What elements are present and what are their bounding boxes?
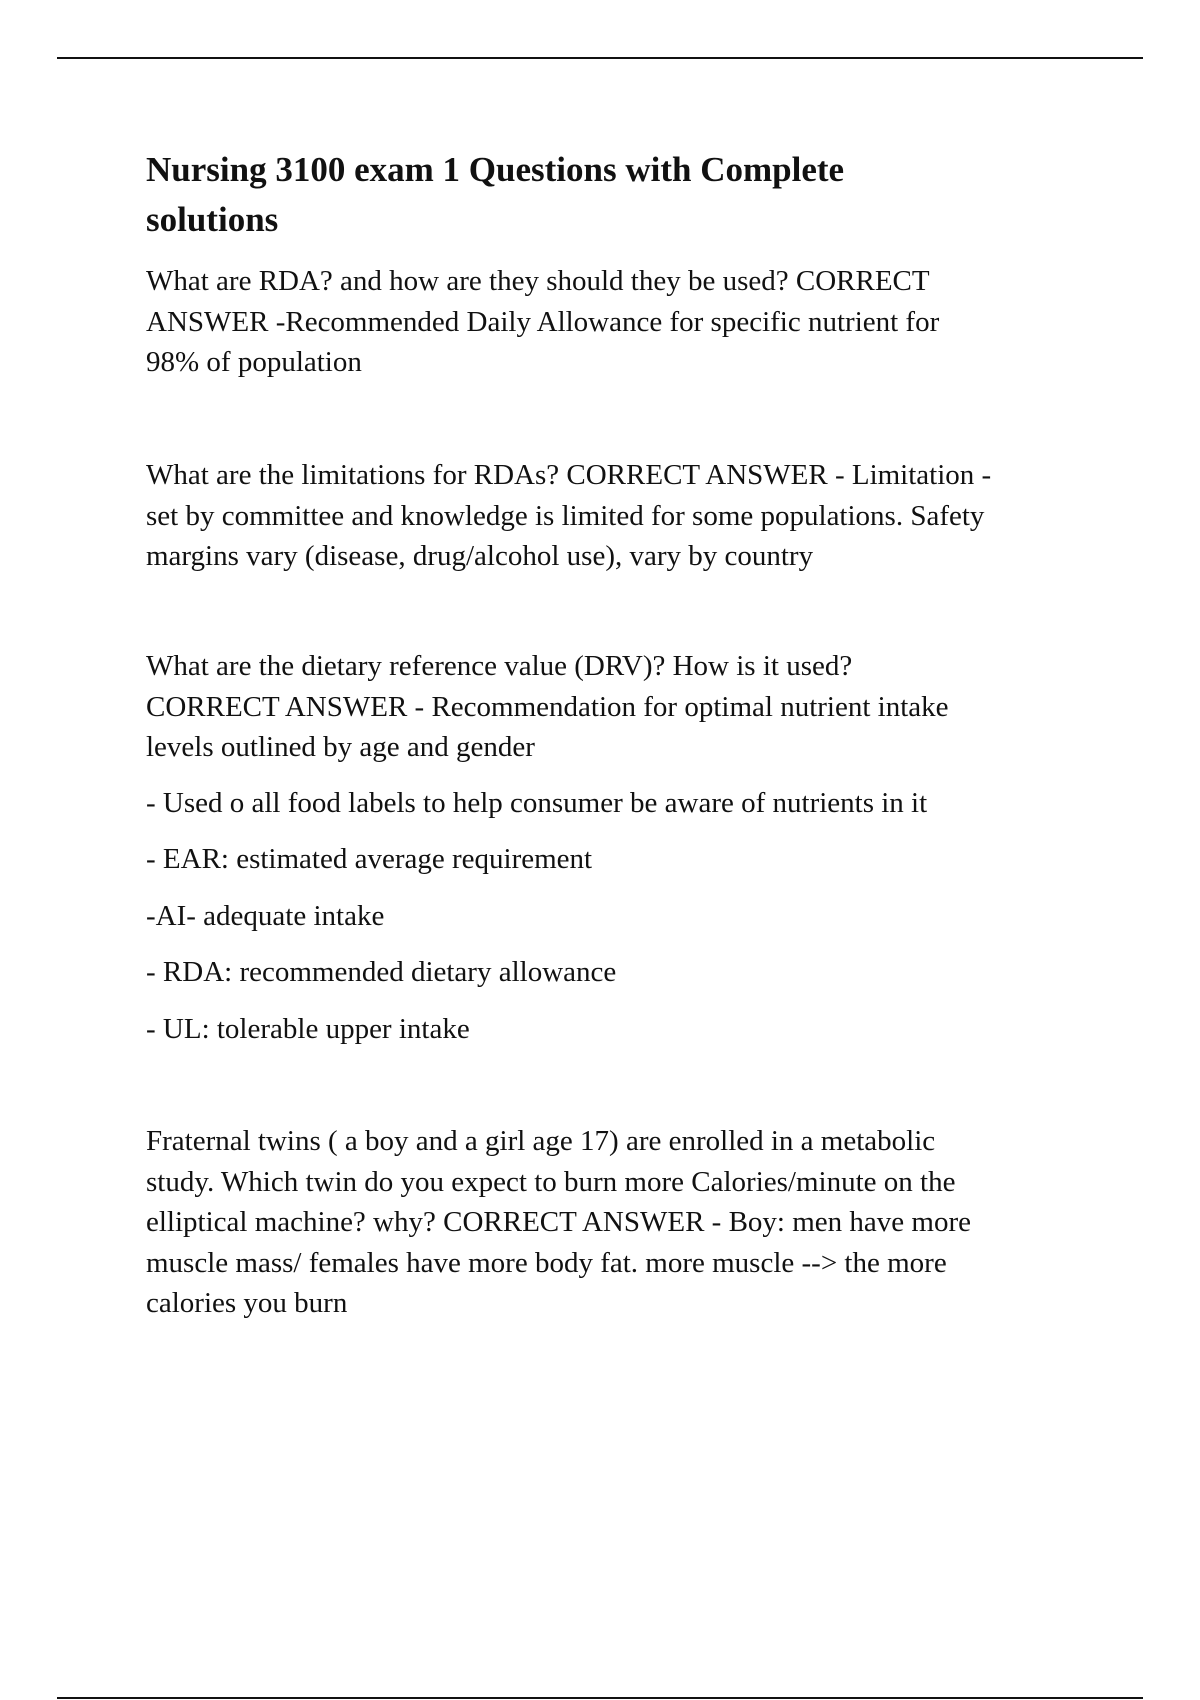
text-line: study. Which twin do you expect to burn more Calories/minute on the bbox=[146, 1165, 956, 1198]
bullet-item: - Used o all food labels to help consumer be aware of nutrients in it bbox=[146, 787, 928, 819]
text-line: muscle mass/ females have more body fat. more muscle --> the more bbox=[146, 1246, 947, 1279]
question-4 bbox=[146, 1121, 1126, 1324]
text-line: set by committee and knowledge is limited for some populations. Safety bbox=[146, 499, 985, 532]
footer-rule bbox=[57, 1697, 1143, 1699]
text-line: What are the limitations for RDAs? CORRECT ANSWER - Limitation - bbox=[146, 459, 992, 491]
title-line: solutions bbox=[146, 200, 279, 239]
question-1 bbox=[146, 261, 1126, 383]
text-line: elliptical machine? why? CORRECT ANSWER - Boy: men have more bbox=[146, 1206, 971, 1238]
text-line: ANSWER -Recommended Daily Allowance for specific nutrient for bbox=[146, 305, 940, 338]
text-line: margins vary (disease, drug/alcohol use), vary by country bbox=[146, 540, 814, 572]
document-title bbox=[146, 145, 1126, 245]
question-3 bbox=[146, 646, 1126, 768]
bullet-item: - EAR: estimated average requirement bbox=[146, 843, 593, 875]
bullet-item: -AI- adequate intake bbox=[146, 900, 385, 932]
text-line: levels outlined by age and gender bbox=[146, 731, 535, 763]
question-2 bbox=[146, 455, 1126, 577]
title-line: Nursing 3100 exam 1 Questions with Complete bbox=[146, 150, 845, 189]
text-line: What are the dietary reference value (DRV)? How is it used? bbox=[146, 650, 853, 682]
text-line: 98% of population bbox=[146, 346, 362, 378]
text-line: calories you burn bbox=[146, 1287, 348, 1319]
text-line: Fraternal twins ( a boy and a girl age 17) are enrolled in a metabolic bbox=[146, 1125, 936, 1157]
header-rule bbox=[57, 57, 1143, 59]
bullet-item: - RDA: recommended dietary allowance bbox=[146, 956, 617, 988]
text-line: What are RDA? and how are they should they be used? CORRECT bbox=[146, 265, 930, 297]
text-line: CORRECT ANSWER - Recommendation for optimal nutrient intake bbox=[146, 690, 949, 723]
bullet-item: - UL: tolerable upper intake bbox=[146, 1013, 470, 1045]
